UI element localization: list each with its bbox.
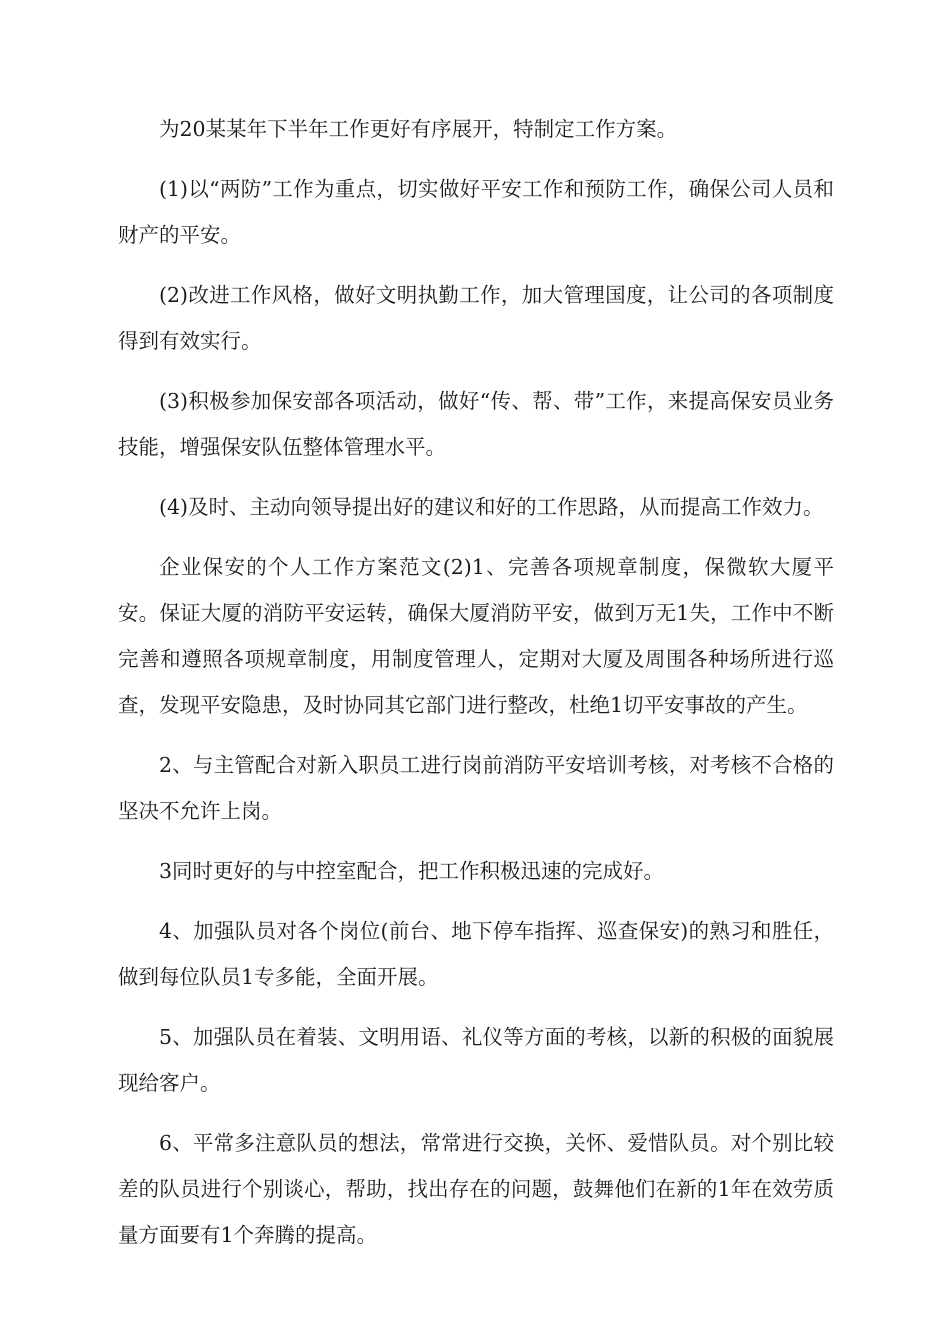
paragraph-point-6: 6、平常多注意队员的想法，常常进行交换，关怀、爱惜队员。对个别比较差的队员进行个别谈心，帮助，找出存在的问题，鼓舞他们在新的1年在效劳质量方面要有1个奔腾的提高。 [118,1131,834,1247]
paragraph-point-3: 3同时更好的与中控室配合，把工作积极迅速的完成好。 [159,859,665,883]
paragraph-item-1: (1)以“两防”工作为重点，切实做好平安工作和预防工作，确保公司人员和财产的平安。 [118,177,834,247]
paragraph-point-5: 5、加强队员在着装、文明用语、礼仪等方面的考核，以新的积极的面貌展现给客户。 [118,1025,834,1095]
paragraph-point-4: 4、加强队员对各个岗位(前台、地下停车指挥、巡查保安)的熟习和胜任，做到每位队员1专多能，全面开展。 [118,919,834,989]
paragraph-item-3: (3)积极参加保安部各项活动，做好“传、帮、带”工作，来提高保安员业务技能，增强保安队伍整体管理水平。 [118,389,834,459]
paragraph-point-2: 2、与主管配合对新入职员工进行岗前消防平安培训考核，对考核不合格的坚决不允许上岗。 [118,753,834,823]
paragraph-item-4: (4)及时、主动向领导提出好的建议和好的工作思路，从而提高工作效力。 [159,495,824,519]
paragraph-section-2: 企业保安的个人工作方案范文(2)1、完善各项规章制度，保微软大厦平安。保证大厦的消防平安运转，确保大厦消防平安，做到万无1失，工作中不断完善和遵照各项规章制度，用制度管理人，定期对大厦及周围各种场所进行巡查，发现平安隐患，及时协同其它部门进行整改，杜绝1切平安事故的产生。 [118,555,834,717]
paragraph-item-2: (2)改进工作风格，做好文明执勤工作，加大管理国度，让公司的各项制度得到有效实行。 [118,283,834,353]
paragraph-intro: 为20某某年下半年工作更好有序展开，特制定工作方案。 [159,117,678,141]
document-body [118,106,834,1272]
